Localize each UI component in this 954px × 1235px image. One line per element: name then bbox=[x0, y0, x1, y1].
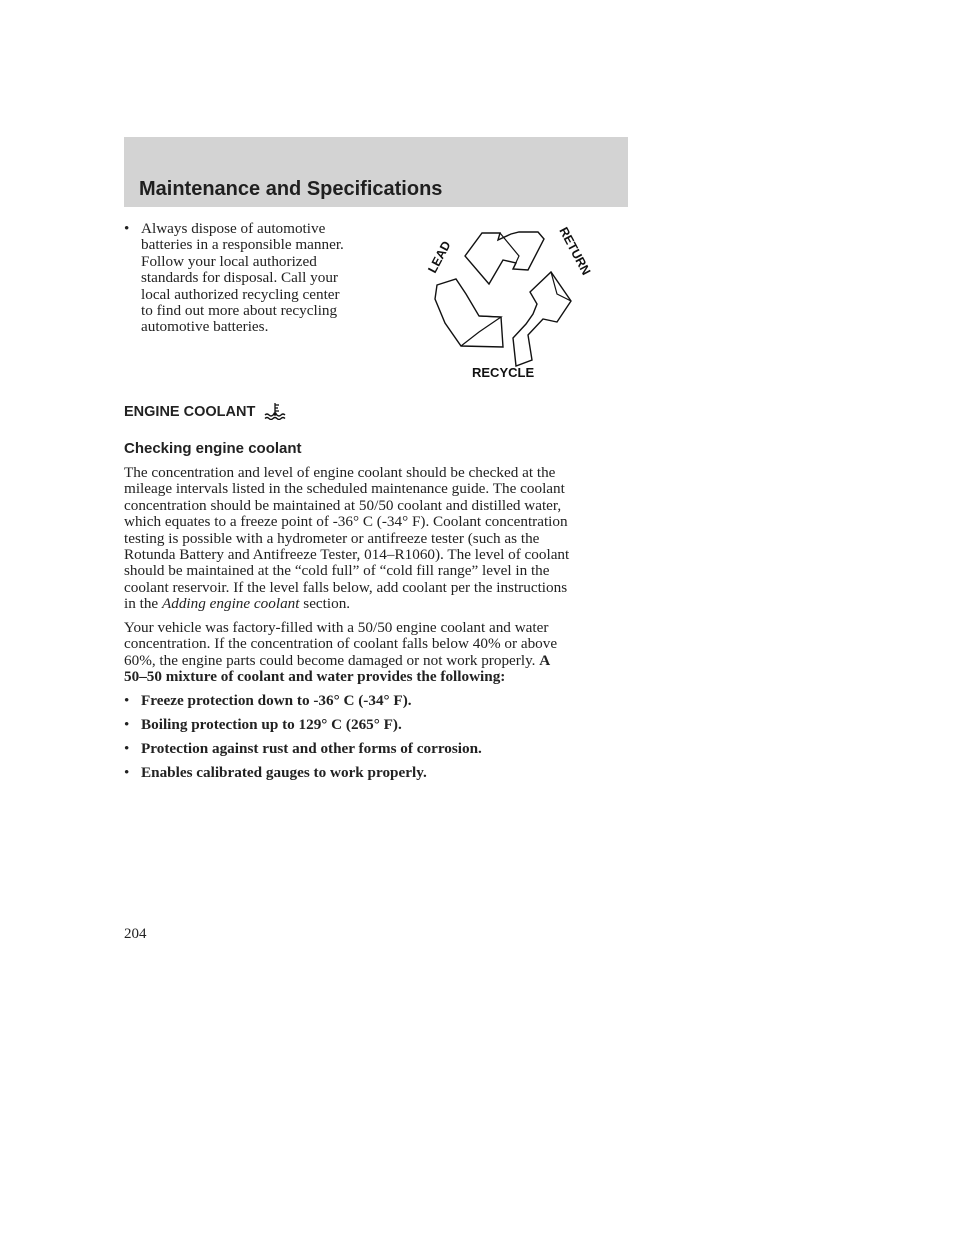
list-item bbox=[124, 717, 630, 741]
factory-fill-paragraph bbox=[124, 620, 630, 686]
coolant-temperature-icon bbox=[263, 402, 287, 420]
recycle-label-lead: LEAD bbox=[425, 238, 454, 276]
battery-disposal-bullet bbox=[124, 221, 384, 336]
recycle-arrow-left-icon bbox=[435, 279, 503, 347]
benefit-text: Protection against rust and other forms of corrosion. bbox=[141, 740, 482, 757]
benefit-text: Freeze protection down to -36° C (-34° F). bbox=[141, 692, 412, 709]
text-line: standards for disposal. Call your bbox=[141, 269, 338, 287]
bullet-marker: • bbox=[124, 764, 130, 781]
recycle-label-return: RETURN bbox=[556, 224, 594, 278]
bullet-marker: • bbox=[124, 716, 130, 733]
text-line-prefix: in the bbox=[124, 595, 162, 613]
bullet-marker: • bbox=[124, 740, 130, 757]
adding-coolant-reference: Adding engine coolant bbox=[161, 595, 300, 613]
engine-coolant-heading-text: ENGINE COOLANT bbox=[124, 404, 256, 420]
text-line: concentration should be maintained at 50/50 coolant and distilled water, bbox=[124, 496, 562, 514]
bullet-marker: • bbox=[124, 692, 130, 709]
recycle-arrow-right-icon bbox=[513, 272, 571, 366]
battery-disposal-text bbox=[141, 221, 384, 336]
text-line: 60%, the engine parts could become damaged or not work properly. bbox=[124, 651, 540, 669]
text-line: The concentration and level of engine coolant should be checked at the bbox=[124, 464, 556, 481]
text-line: Your vehicle was factory-filled with a 50/50 engine coolant and water bbox=[124, 619, 549, 636]
bullet-marker: • bbox=[124, 220, 130, 237]
benefit-text: Boiling protection up to 129° C (265° F). bbox=[141, 716, 402, 733]
text-line: which equates to a freeze point of -36° C (-34° F). Coolant concentration bbox=[124, 513, 568, 531]
benefit-text: Enables calibrated gauges to work properly. bbox=[141, 764, 427, 781]
recycle-label-recycle: RECYCLE bbox=[472, 365, 535, 380]
page-number: 204 bbox=[124, 926, 147, 942]
text-line: batteries in a responsible manner. bbox=[141, 236, 344, 254]
text-line: automotive batteries. bbox=[141, 318, 269, 336]
section-header-band bbox=[124, 137, 628, 207]
checking-coolant-subheading: Checking engine coolant bbox=[124, 440, 302, 457]
emphasis-text: 50–50 mixture of coolant and water provides the following: bbox=[124, 668, 506, 686]
text-line: concentration. If the concentration of coolant falls below 40% or above bbox=[124, 635, 558, 653]
list-item bbox=[124, 741, 630, 765]
text-line: Rotunda Battery and Antifreeze Tester, 014–R1060). The level of coolant bbox=[124, 546, 570, 564]
list-item bbox=[124, 693, 630, 717]
coolant-concentration-paragraph bbox=[124, 465, 630, 613]
text-line: Always dispose of automotive bbox=[141, 220, 326, 237]
coolant-benefits-list bbox=[124, 693, 630, 789]
engine-coolant-heading bbox=[124, 402, 287, 420]
list-item bbox=[124, 765, 630, 789]
text-line: mileage intervals listed in the scheduled maintenance guide. The coolant bbox=[124, 480, 565, 498]
text-line: local authorized recycling center bbox=[141, 285, 340, 303]
text-line: coolant reservoir. If the level falls below, add coolant per the instructions bbox=[124, 578, 568, 596]
section-title: Maintenance and Specifications bbox=[139, 178, 443, 200]
text-line: testing is possible with a hydrometer or antifreeze tester (such as the bbox=[124, 529, 540, 547]
emphasis-text: A bbox=[539, 651, 551, 669]
text-line: should be maintained at the “cold full” of “cold fill range” level in the bbox=[124, 562, 550, 580]
recycle-arrow-top-icon bbox=[465, 232, 544, 284]
text-line: to find out more about recycling bbox=[141, 302, 338, 320]
recycle-symbol-graphic bbox=[415, 222, 605, 387]
text-line: Follow your local authorized bbox=[141, 252, 317, 270]
text-line-suffix: section. bbox=[299, 595, 351, 613]
